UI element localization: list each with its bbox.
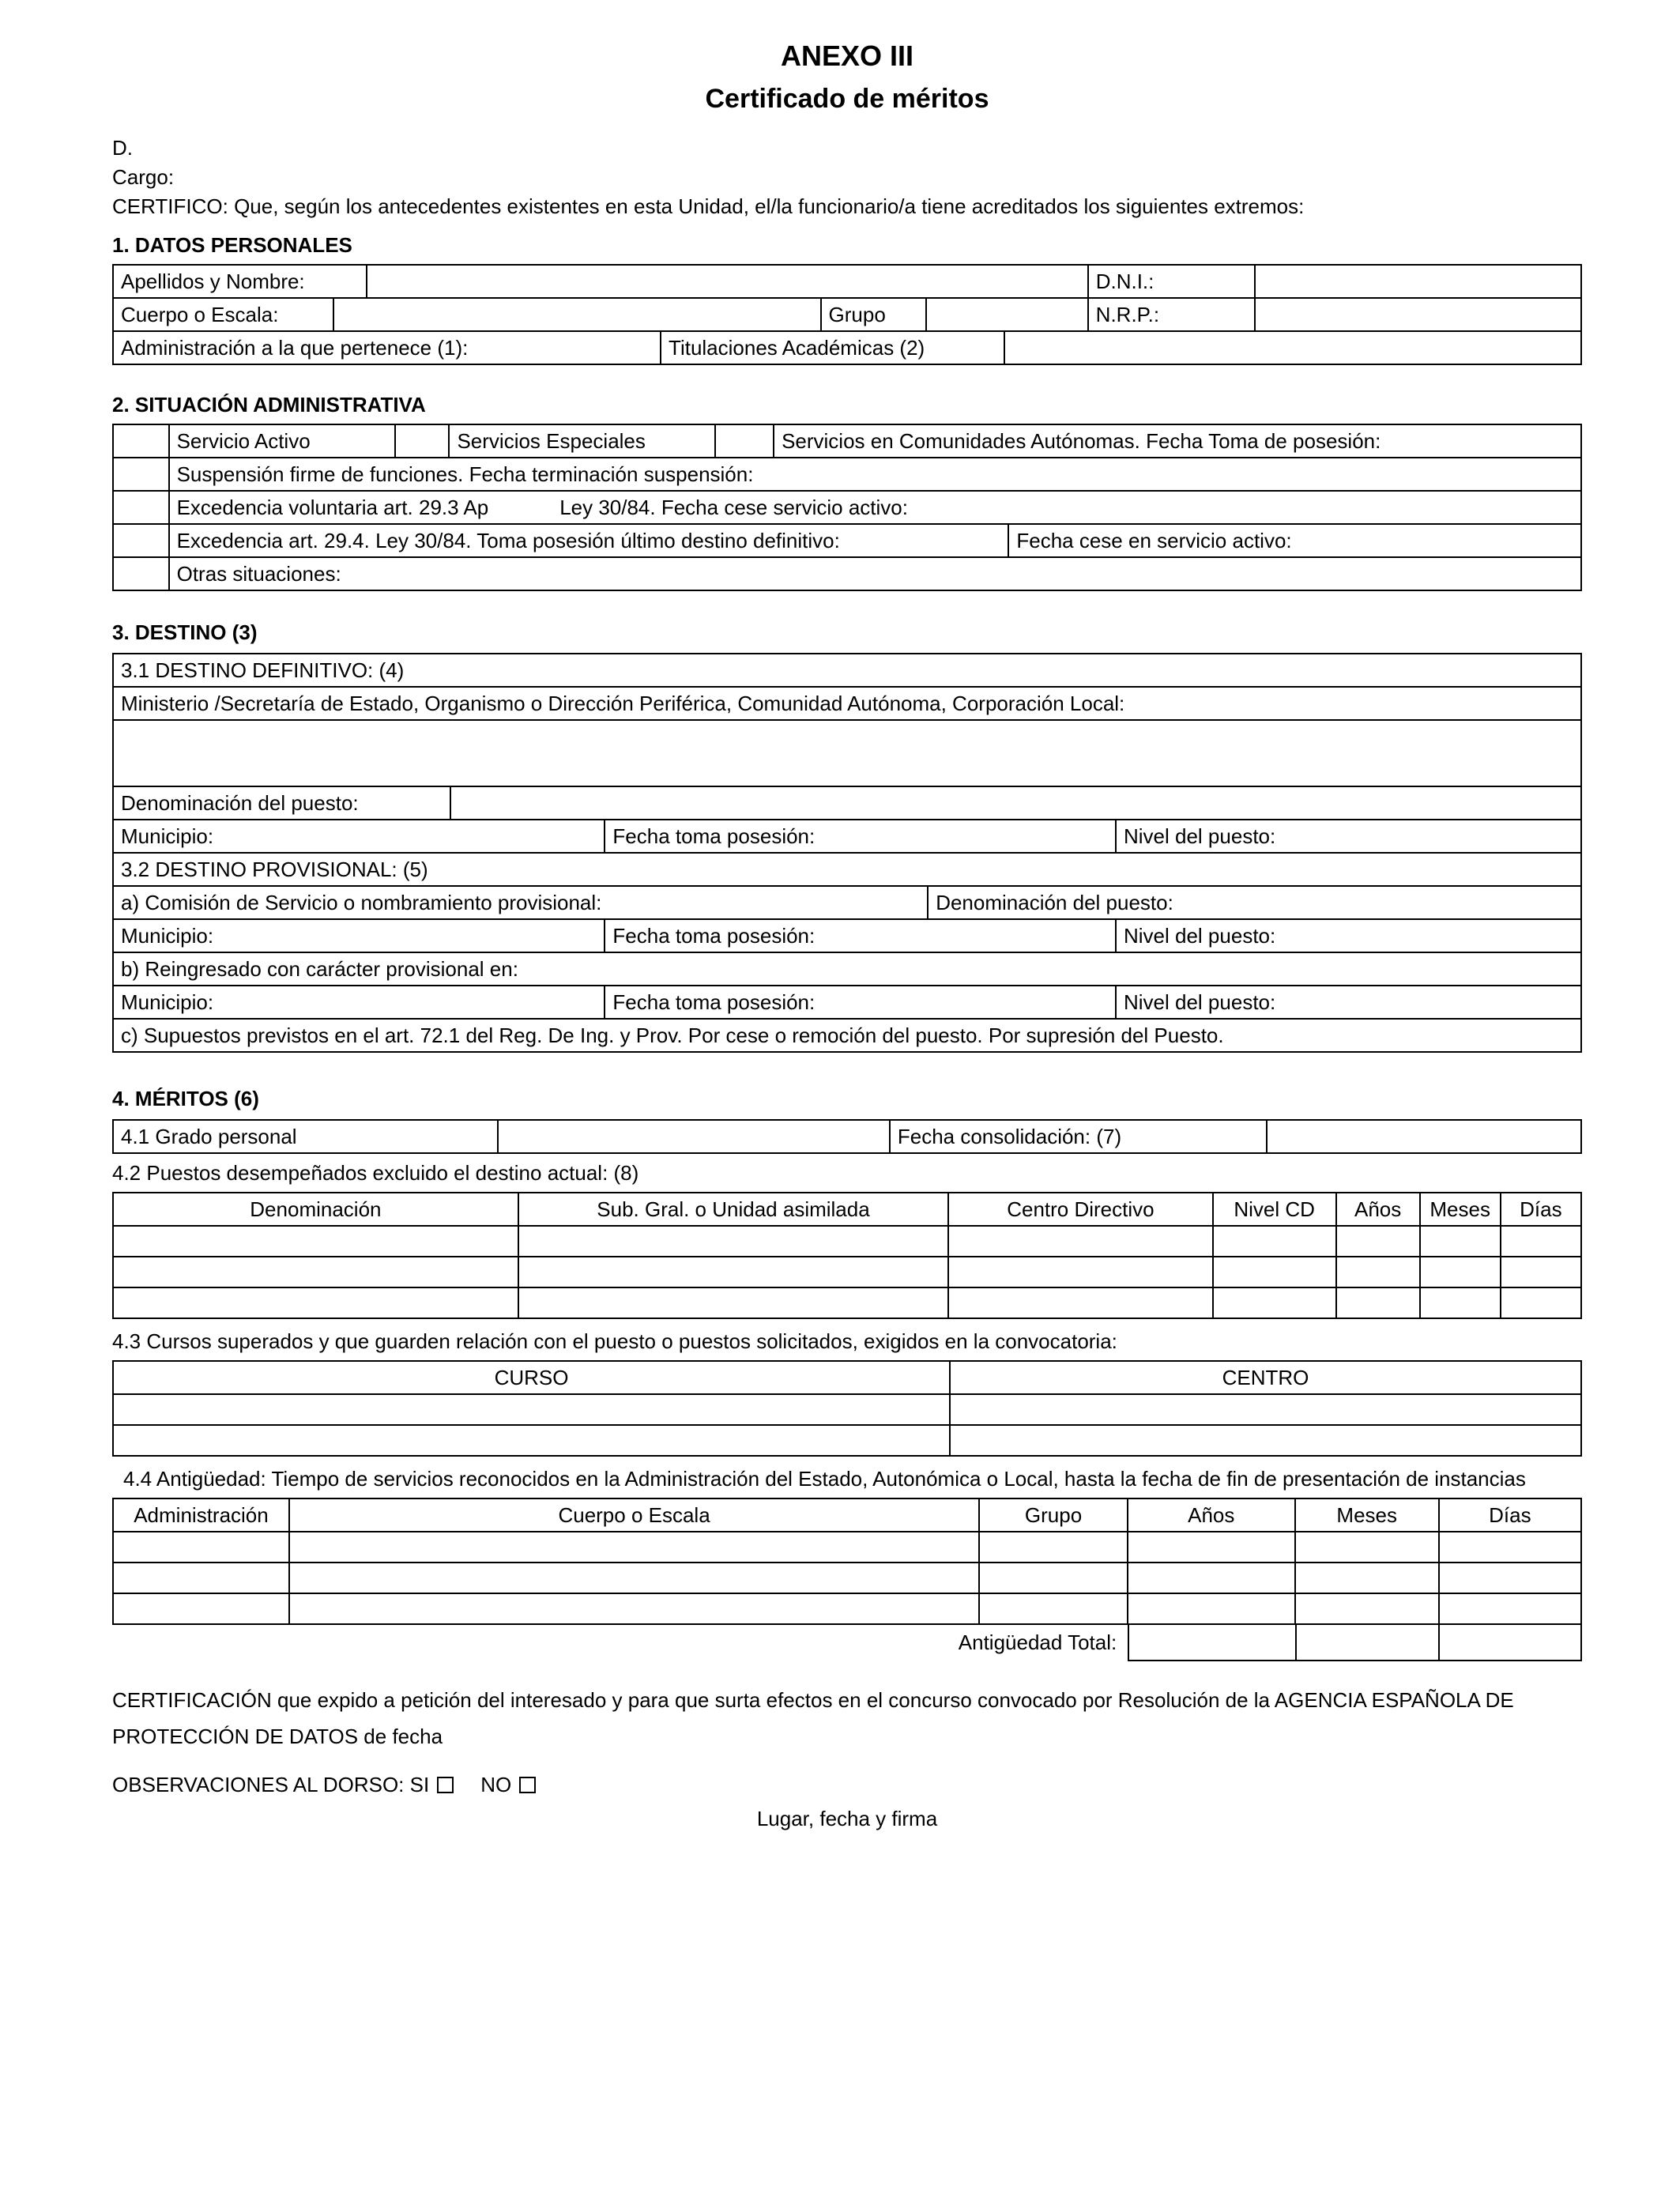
empty-cell <box>519 1288 949 1319</box>
table-row <box>114 1020 1582 1053</box>
denominacion-puesto-value-cell <box>451 787 1582 820</box>
puestos-header-anos: Años <box>1337 1193 1421 1227</box>
antiguedad-total-label: Antigüedad Total: <box>958 1630 1117 1654</box>
empty-cell <box>1296 1563 1440 1594</box>
table-row <box>114 1257 1582 1288</box>
servicios-especiales-label-cell: Servicios Especiales <box>450 425 715 458</box>
empty-cell <box>1421 1288 1501 1319</box>
grado-personal-label-cell: 4.1 Grado personal <box>114 1121 499 1154</box>
cargo-line: Cargo: <box>112 165 175 189</box>
puestos-table <box>112 1192 1582 1319</box>
empty-cell <box>290 1594 980 1625</box>
d-line: D. <box>112 136 133 160</box>
antiguedad-header-grupo: Grupo <box>980 1499 1128 1532</box>
empty-cell <box>1440 1532 1582 1563</box>
supuestos-label-cell: c) Supuestos previstos en el art. 72.1 del Reg. De Ing. y Prov. Por cese o remoción del puesto. Por supresión del Puesto. <box>114 1020 1582 1053</box>
nrp-value-cell <box>1256 299 1581 332</box>
empty-cell <box>1214 1288 1337 1319</box>
dni-value-cell <box>1256 266 1581 299</box>
antiguedad-header-anos: Años <box>1128 1499 1296 1532</box>
apellidos-label-cell: Apellidos y Nombre: <box>114 266 367 299</box>
reingresado-label-cell: b) Reingresado con carácter provisional en: <box>114 953 1582 986</box>
empty-cell <box>1296 1532 1440 1563</box>
table-header-row <box>114 1362 1582 1395</box>
table-row <box>114 266 1582 299</box>
table-header-row <box>114 1193 1582 1227</box>
grado-personal-table <box>112 1119 1582 1154</box>
empty-cell <box>1337 1288 1421 1319</box>
antiguedad-heading: 4.4 Antigüedad: Tiempo de servicios reconocidos en la Administración del Estado, Autonómica o Local, hasta la fecha de fin de presentación de instancias <box>123 1467 1526 1491</box>
table-row <box>114 1395 1582 1426</box>
table-row <box>114 1121 1582 1154</box>
excedencia-voluntaria-checkbox-cell <box>114 492 170 525</box>
empty-cell <box>951 1395 1582 1426</box>
cursos-table <box>112 1360 1582 1457</box>
nivel-puesto3-label-cell: Nivel del puesto: <box>1117 986 1582 1020</box>
table-row <box>114 1532 1582 1563</box>
empty-cell <box>1337 1257 1421 1288</box>
certifico-line: CERTIFICO: Que, según los antecedentes existentes en esta Unidad, el/la funcionario/a tiene acreditados los siguientes extremos: <box>112 194 1305 218</box>
cuerpo-value-cell <box>334 299 822 332</box>
empty-cell <box>951 1426 1582 1457</box>
cursos-header-centro: CENTRO <box>951 1362 1582 1395</box>
empty-cell <box>114 1227 519 1257</box>
table-row <box>114 887 1582 920</box>
empty-cell <box>949 1227 1213 1257</box>
empty-cell <box>1421 1257 1501 1288</box>
destino-table <box>112 653 1582 1053</box>
table-row <box>114 920 1582 953</box>
antiguedad-total-dias-cell <box>1440 1625 1582 1661</box>
suspension-checkbox-cell <box>114 458 170 492</box>
empty-cell <box>1214 1227 1337 1257</box>
excedencia-voluntaria-cont-text: Ley 30/84. Fecha cese servicio activo: <box>559 495 908 519</box>
intro-block <box>112 134 1582 221</box>
empty-cell <box>1501 1288 1582 1319</box>
empty-cell <box>290 1532 980 1563</box>
table-row <box>114 525 1582 558</box>
fecha-consolidacion-value-cell <box>1268 1121 1582 1154</box>
nrp-label-cell: N.R.P.: <box>1089 299 1256 332</box>
grupo-value-cell <box>927 299 1088 332</box>
puestos-heading: 4.2 Puestos desempeñados excluido el destino actual: (8) <box>112 1161 639 1185</box>
no-checkbox-icon <box>519 1777 536 1793</box>
municipio2-label-cell: Municipio: <box>114 920 605 953</box>
empty-cell <box>980 1594 1128 1625</box>
empty-cell <box>114 1288 519 1319</box>
antiguedad-header-cuerpo: Cuerpo o Escala <box>290 1499 980 1532</box>
empty-cell <box>290 1563 980 1594</box>
empty-cell <box>1501 1257 1582 1288</box>
table-row <box>114 986 1582 1020</box>
si-checkbox-icon <box>437 1777 454 1793</box>
denominacion-puesto2-label-cell: Denominación del puesto: <box>929 887 1582 920</box>
empty-cell <box>519 1257 949 1288</box>
antiguedad-total-anos-cell <box>1129 1625 1296 1661</box>
nivel-puesto2-label-cell: Nivel del puesto: <box>1117 920 1582 953</box>
table-row <box>114 854 1582 887</box>
excedencia-294-label-cell: Excedencia art. 29.4. Ley 30/84. Toma posesión último destino definitivo: <box>170 525 1010 558</box>
empty-cell <box>980 1532 1128 1563</box>
otras-situaciones-checkbox-cell <box>114 558 170 591</box>
grado-personal-value-cell <box>499 1121 891 1154</box>
table-header-row <box>114 1499 1582 1532</box>
destino-provisional-title-cell: 3.2 DESTINO PROVISIONAL: (5) <box>114 854 1582 887</box>
denominacion-puesto-label-cell: Denominación del puesto: <box>114 787 451 820</box>
certificacion-text: CERTIFICACIÓN que expido a petición del interesado y para que surta efectos en el concurso convocado por Resolución de la AGENCIA ESPAÑOLA DE PROTECCIÓN DE DATOS de fecha <box>112 1688 1514 1748</box>
section3-title: 3. DESTINO (3) <box>112 620 258 644</box>
antiguedad-header-meses: Meses <box>1296 1499 1440 1532</box>
antiguedad-total-boxes <box>1128 1623 1582 1661</box>
cuerpo-label-cell: Cuerpo o Escala: <box>114 299 334 332</box>
servicios-especiales-checkbox-cell <box>396 425 450 458</box>
table-row <box>114 688 1582 721</box>
table-row <box>114 721 1582 787</box>
dni-label-cell: D.N.I.: <box>1089 266 1256 299</box>
table-row <box>114 332 1582 365</box>
table-row <box>114 953 1582 986</box>
table-row <box>114 492 1582 525</box>
section4-title: 4. MÉRITOS (6) <box>112 1087 259 1110</box>
doc-subtitle: Certificado de méritos <box>705 84 989 114</box>
titulaciones-value-cell <box>1005 332 1582 365</box>
empty-cell <box>980 1563 1128 1594</box>
section1-title: 1. DATOS PERSONALES <box>112 233 352 257</box>
otras-situaciones-label-cell: Otras situaciones: <box>170 558 1582 591</box>
puestos-header-centro: Centro Directivo <box>949 1193 1213 1227</box>
servicios-ccaa-checkbox-cell <box>716 425 774 458</box>
titulaciones-label-cell: Titulaciones Académicas (2) <box>661 332 1005 365</box>
empty-cell <box>1128 1594 1296 1625</box>
servicios-ccaa-label-cell: Servicios en Comunidades Autónomas. Fecha Toma de posesión: <box>774 425 1582 458</box>
empty-cell <box>114 1257 519 1288</box>
empty-cell <box>1421 1227 1501 1257</box>
table-row <box>114 458 1582 492</box>
table-row <box>114 425 1582 458</box>
empty-cell <box>1440 1563 1582 1594</box>
empty-cell <box>1501 1227 1582 1257</box>
administracion-label-cell: Administración a la que pertenece (1): <box>114 332 661 365</box>
empty-cell <box>1296 1594 1440 1625</box>
antiguedad-header-dias: Días <box>1440 1499 1582 1532</box>
puestos-header-subgral: Sub. Gral. o Unidad asimilada <box>519 1193 949 1227</box>
lugar-fecha-firma: Lugar, fecha y firma <box>756 1807 938 1830</box>
antiguedad-header-administracion: Administración <box>114 1499 290 1532</box>
suspension-label-cell: Suspensión firme de funciones. Fecha terminación suspensión: <box>170 458 1582 492</box>
empty-cell <box>1128 1532 1296 1563</box>
table-row <box>114 1594 1582 1625</box>
empty-cell <box>114 1532 290 1563</box>
table-row <box>114 1426 1582 1457</box>
puestos-header-denominacion: Denominación <box>114 1193 519 1227</box>
puestos-header-dias: Días <box>1501 1193 1582 1227</box>
no-label: NO <box>480 1773 512 1796</box>
antiguedad-total-meses-cell <box>1297 1625 1441 1661</box>
antiguedad-table <box>112 1498 1582 1625</box>
datos-personales-table <box>112 264 1582 365</box>
empty-cell <box>114 1563 290 1594</box>
fecha-consolidacion-label-cell: Fecha consolidación: (7) <box>891 1121 1268 1154</box>
apellidos-value-cell <box>367 266 1088 299</box>
table-row <box>114 299 1582 332</box>
comision-servicio-label-cell: a) Comisión de Servicio o nombramiento provisional: <box>114 887 929 920</box>
ministerio-value-cell <box>114 721 1582 787</box>
fecha-toma2-label-cell: Fecha toma posesión: <box>605 920 1117 953</box>
ministerio-label-cell: Ministerio /Secretaría de Estado, Organismo o Dirección Periférica, Comunidad Autónoma, Corporación Local: <box>114 688 1582 721</box>
empty-cell <box>1440 1594 1582 1625</box>
fecha-toma3-label-cell: Fecha toma posesión: <box>605 986 1117 1020</box>
empty-cell <box>114 1426 951 1457</box>
empty-cell <box>949 1288 1213 1319</box>
municipio-label-cell: Municipio: <box>114 820 605 854</box>
table-row <box>114 820 1582 854</box>
table-row <box>114 558 1582 591</box>
observaciones-line <box>112 1770 1582 1800</box>
section2-title: 2. SITUACIÓN ADMINISTRATIVA <box>112 393 426 417</box>
cursos-heading: 4.3 Cursos superados y que guarden relación con el puesto o puestos solicitados, exigidos en la convocatoria: <box>112 1329 1117 1353</box>
nivel-puesto-label-cell: Nivel del puesto: <box>1117 820 1582 854</box>
empty-cell <box>1214 1257 1337 1288</box>
situacion-table <box>112 424 1582 591</box>
servicio-activo-label-cell: Servicio Activo <box>170 425 396 458</box>
excedencia-294-checkbox-cell <box>114 525 170 558</box>
empty-cell <box>114 1395 951 1426</box>
empty-cell <box>519 1227 949 1257</box>
empty-cell <box>1337 1227 1421 1257</box>
servicio-activo-checkbox-cell <box>114 425 170 458</box>
table-row <box>114 787 1582 820</box>
puestos-header-nivel: Nivel CD <box>1214 1193 1337 1227</box>
destino-definitivo-title-cell: 3.1 DESTINO DEFINITIVO: (4) <box>114 654 1582 688</box>
fecha-toma-label-cell: Fecha toma posesión: <box>605 820 1117 854</box>
municipio3-label-cell: Municipio: <box>114 986 605 1020</box>
table-row <box>114 1227 1582 1257</box>
empty-cell <box>949 1257 1213 1288</box>
table-row <box>114 1288 1582 1319</box>
grupo-label-cell: Grupo <box>822 299 928 332</box>
doc-title: ANEXO III <box>780 40 914 72</box>
empty-cell <box>1128 1563 1296 1594</box>
antiguedad-total-row <box>112 1623 1582 1661</box>
puestos-header-meses: Meses <box>1421 1193 1501 1227</box>
table-row <box>114 1563 1582 1594</box>
table-row <box>114 654 1582 688</box>
table-row <box>1129 1625 1582 1661</box>
empty-cell <box>114 1594 290 1625</box>
fecha-cese-activo-label-cell: Fecha cese en servicio activo: <box>1009 525 1582 558</box>
observaciones-label: OBSERVACIONES AL DORSO: SI <box>112 1773 430 1796</box>
excedencia-voluntaria-label-cell <box>170 492 1582 525</box>
excedencia-voluntaria-text: Excedencia voluntaria art. 29.3 Ap <box>176 495 489 519</box>
cursos-header-curso: CURSO <box>114 1362 951 1395</box>
